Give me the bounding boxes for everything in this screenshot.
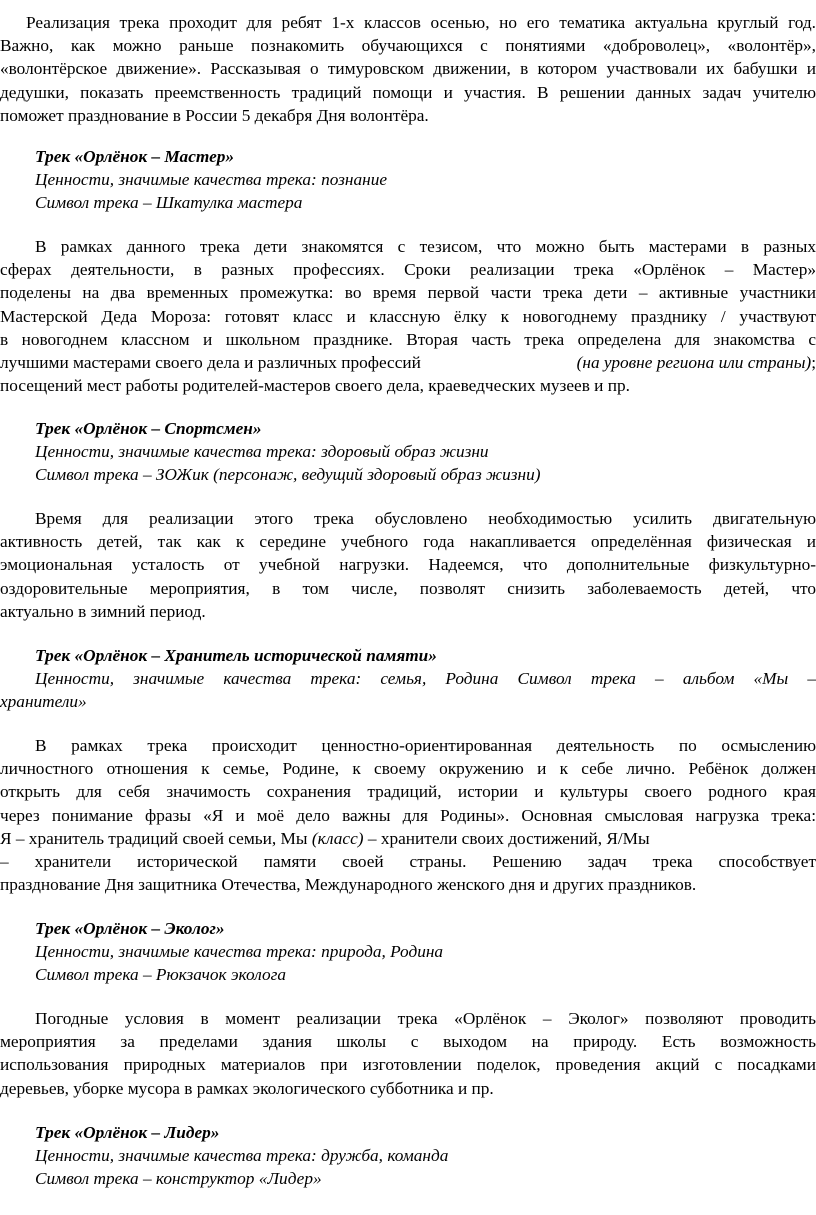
- track-leader-header: [0, 1121, 816, 1191]
- track-title: Трек «Орлёнок – Эколог»: [35, 919, 225, 938]
- track-title: Трек «Орлёнок – Спортсмен»: [35, 419, 262, 438]
- text-line: через понимание фразы «Я и моё дело важны для Родины». Основная смысловая нагрузка трека:: [0, 805, 816, 825]
- text-line: Важно, как можно раньше познакомить обучающихся с понятиями «доброволец», «волонтёр»,: [0, 36, 816, 56]
- text-line: активность детей, так как к середине учебного года накапливается определённая физическая и: [0, 532, 816, 552]
- track-keeper-header: [0, 644, 816, 714]
- text-line: посещений мест работы родителей-мастеров своего дела, краеведческих музеев и пр.: [0, 376, 630, 396]
- text-line-mixed: [0, 351, 816, 374]
- text-line: эмоциональная усталость от учебной нагрузки. Надеемся, что дополнительные физкультурно-: [0, 555, 816, 575]
- text-segment-italic: (на уровне региона или страны): [576, 352, 812, 372]
- track-symbol: Символ трека – ЗОЖик (персонаж, ведущий здоровый образ жизни): [35, 465, 541, 485]
- text-line: оздоровительные мероприятия, в том числе, позволят снизить заболеваемость детей, что: [0, 578, 816, 598]
- track-title: Трек «Орлёнок – Лидер»: [35, 1123, 220, 1142]
- text-segment: ;: [811, 352, 816, 372]
- text-line: использования природных материалов при изготовлении поделок, проведения акций с посадками: [0, 1055, 816, 1075]
- text-line: Погодные условия в момент реализации трека «Орлёнок – Эколог» позволяют проводить: [35, 1009, 816, 1028]
- track-keeper-paragraph: [0, 734, 816, 896]
- track-values: Ценности, значимые качества трека: семья, Родина Символ трека – альбом «Мы –: [35, 669, 816, 689]
- text-line: актуально в зимний период.: [0, 601, 206, 621]
- track-ecologist-paragraph: [0, 1007, 816, 1100]
- track-values: Ценности, значимые качества трека: природа, Родина: [35, 942, 444, 962]
- track-symbol: Символ трека – конструктор «Лидер»: [35, 1169, 322, 1189]
- text-line: сферах деятельности, в разных профессиях. Сроки реализации трека «Орлёнок – Мастер»: [0, 260, 816, 280]
- track-values: Ценности, значимые качества трека: дружба, команда: [35, 1146, 449, 1166]
- text-line: поможет празднование в России 5 декабря Дня волонтёра.: [0, 105, 429, 125]
- text-line: Мастерской Деда Мороза: готовят класс и классную ёлку к новогоднему празднику / участвуют: [0, 306, 816, 326]
- text-line: личностного отношения к семье, Родине, к своему окружению и к себе лично. Ребёнок должен: [0, 759, 816, 779]
- text-line: Время для реализации этого трека обусловлено необходимостью усилить двигательную: [35, 509, 816, 528]
- text-segment: Я – хранитель традиций своей семьи, Мы: [0, 828, 308, 848]
- track-title: Трек «Орлёнок – Мастер»: [35, 147, 235, 166]
- text-line: празднование Дня защитника Отечества, Международного женского дня и других праздников.: [0, 875, 697, 895]
- track-symbol: Символ трека – Рюкзачок эколога: [35, 965, 286, 985]
- text-line: В рамках данного трека дети знакомятся с тезисом, что можно быть мастерами в разных: [35, 237, 816, 256]
- intro-paragraph: [0, 11, 816, 127]
- track-symbol: Символ трека – Шкатулка мастера: [35, 193, 303, 213]
- text-line: поделены на два временных промежутка: во время первой части трека дети – активные участники: [0, 283, 816, 303]
- text-line: деревьев, уборке мусора в рамках экологического субботника и пр.: [0, 1078, 494, 1098]
- track-title: Трек «Орлёнок – Хранитель исторической памяти»: [35, 646, 437, 665]
- text-segment: – хранители своих достижений, Я/Мы: [367, 828, 650, 848]
- text-line: дедушки, показать преемственность традиций помощи и участия. В решении данных задач учителю: [0, 82, 816, 102]
- track-sportsman-header: [0, 417, 816, 487]
- track-ecologist-header: [0, 917, 816, 987]
- text-line: Реализация трека проходит для ребят 1-х классов осенью, но его тематика актуальна круглый год.: [26, 13, 816, 32]
- text-line: «волонтёрское движение». Рассказывая о тимуровском движении, в котором участвовали их бабушки и: [0, 59, 816, 79]
- track-values: Ценности, значимые качества трека: познание: [35, 170, 388, 190]
- track-master-paragraph: [0, 235, 816, 397]
- text-line-mixed: [0, 827, 816, 850]
- text-segment-italic: (класс): [311, 828, 364, 848]
- text-line: в новогоднем классном и школьном празднике. Вторая часть трека определена для знакомства с: [0, 329, 816, 349]
- text-line: – хранители исторической памяти своей страны. Решению задач трека способствует: [0, 851, 816, 871]
- track-values: Ценности, значимые качества трека: здоровый образ жизни: [35, 442, 489, 462]
- text-line: В рамках трека происходит ценностно-ориентированная деятельность по осмыслению: [35, 736, 816, 755]
- text-segment: лучшими мастерами своего дела и различных профессий: [0, 352, 421, 372]
- track-sportsman-paragraph: [0, 507, 816, 623]
- text-line: открыть для себя значимость сохранения традиций, истории и культуры своего родного края: [0, 782, 816, 802]
- track-master-header: [0, 145, 816, 215]
- track-values: хранители»: [0, 692, 87, 712]
- text-line: мероприятия за пределами здания школы с выходом на природу. Есть возможность: [0, 1032, 816, 1052]
